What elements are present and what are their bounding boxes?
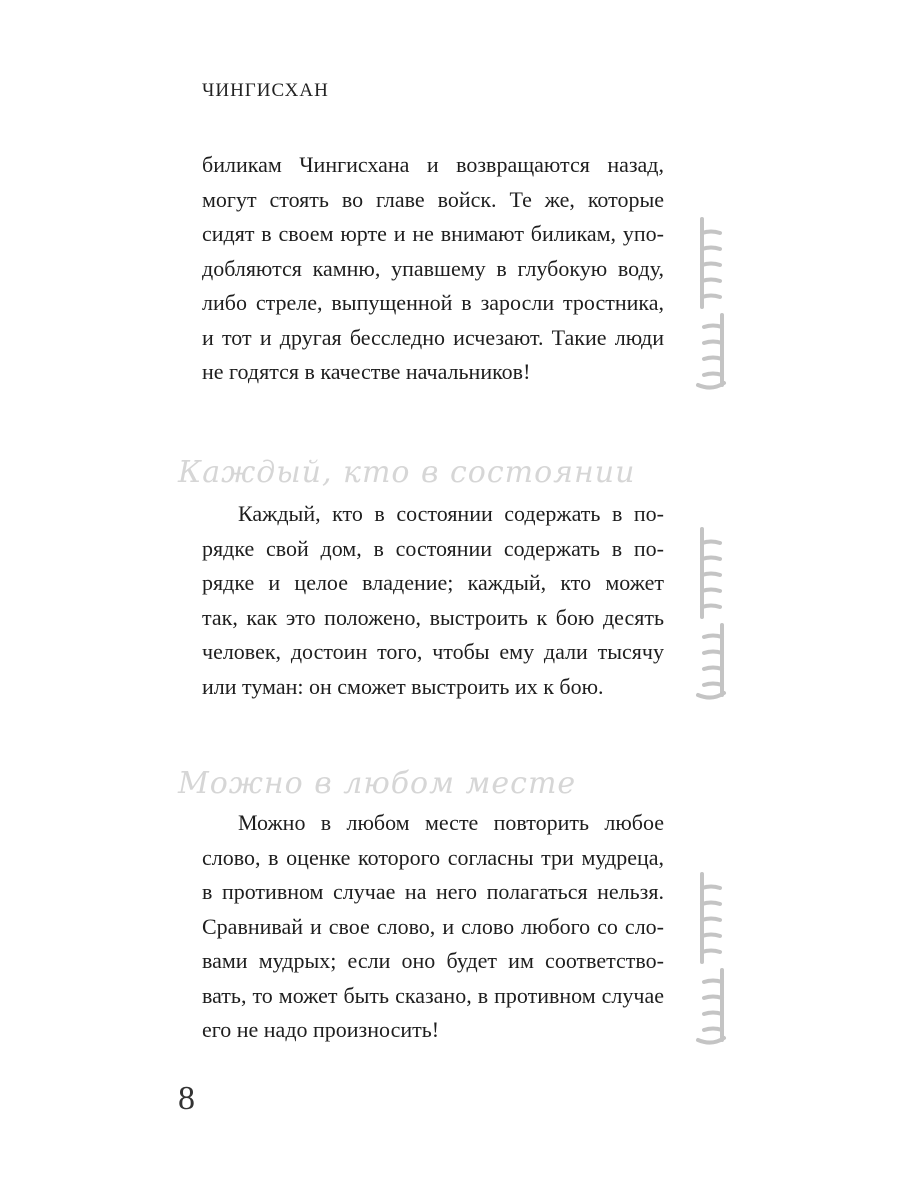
text-line: вами мудрых; если оно будет им соответство- [202,948,664,973]
text-line: сидят в своем юрте и не внимают биликам, упо- [202,221,664,246]
text-line: слово, в оценке которого согласны три мудреца, [202,844,664,870]
text-line: добляются камню, упавшему в глубокую воду, [202,255,664,281]
text-line: рядке свой дом, в состоянии содержать в по- [202,535,664,561]
text-line: и тот и другая бесследно исчезают. Такие люди [202,324,664,350]
text-line: его не надо произносить! [202,1017,440,1042]
text-line: биликам Чингисхана и возвращаются назад, [202,152,664,177]
text-line: Каждый, кто в состоянии содержать в по- [238,501,664,526]
mongolian-script-icon [688,870,736,1045]
text-line: могут стоять во главе войск. Те же, которые [202,186,664,212]
text-line: вать, то может быть сказано, в противном случае [202,982,664,1008]
text-line: Можно в любом месте повторить любое [238,810,664,835]
page-number: 8 [178,1080,195,1117]
paragraph [202,806,664,1048]
text-line: либо стреле, выпущенной в заросли тростника, [202,290,664,315]
paragraph-continuation [202,148,664,390]
text-line: человек, достоин того, чтобы ему дали тысячу [202,639,664,664]
text-line: не годятся в качестве начальников! [202,359,531,384]
section-heading: Каждый, кто в состоянии [178,455,636,490]
text-line: так, как это положено, выстроить к бою десять [202,604,664,630]
text-line: в противном случае на него полагаться нельзя. [202,879,664,904]
mongolian-script-icon [688,525,736,700]
paragraph [202,497,664,704]
text-line: Сравнивай и свое слово, и слово любого со сло- [202,913,664,939]
section-heading: Можно в любом месте [178,766,577,801]
text-line: или туман: он сможет выстроить их к бою. [202,673,604,699]
running-head: ЧИНГИСХАН [202,80,329,101]
mongolian-script-icon [688,215,736,390]
text-line: рядке и целое владение; каждый, кто может [202,570,664,595]
